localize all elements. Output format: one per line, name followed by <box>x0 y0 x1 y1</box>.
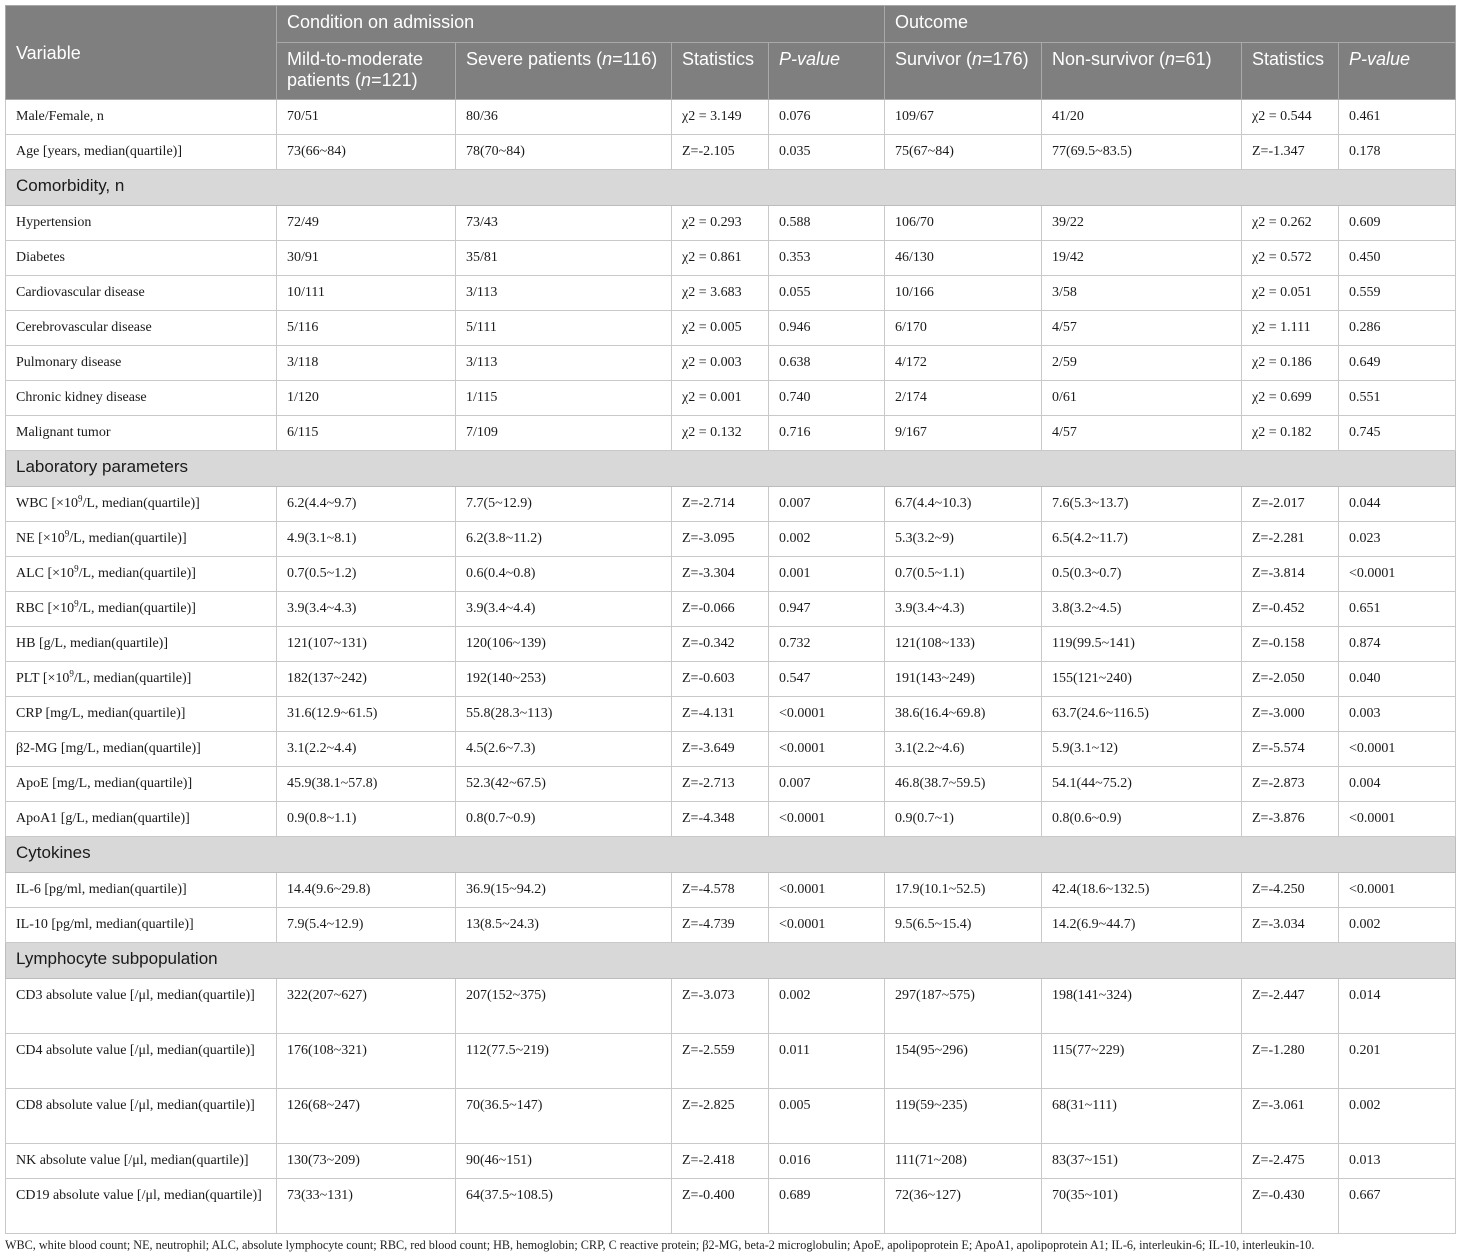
mild-moderate-cell: 14.4(9.6~29.8) <box>277 873 456 908</box>
table-row <box>6 557 1456 592</box>
mild-moderate-cell: 7.9(5.4~12.9) <box>277 908 456 943</box>
survivor-cell: 191(143~249) <box>885 662 1042 697</box>
table-row <box>6 1179 1456 1234</box>
non-survivor-cell: 5.9(3.1~12) <box>1042 732 1242 767</box>
statistics-outcome-cell: χ2 = 0.544 <box>1242 100 1339 135</box>
mild-moderate-cell: 10/111 <box>277 276 456 311</box>
statistics-outcome-cell: Z=-2.873 <box>1242 767 1339 802</box>
statistics-cell: Z=-2.559 <box>672 1034 769 1089</box>
variable-cell: IL-10 [pg/ml, median(quartile)] <box>6 908 277 943</box>
pvalue-outcome-cell: 0.286 <box>1339 311 1456 346</box>
statistics-cell: Z=-2.825 <box>672 1089 769 1144</box>
pvalue-outcome-cell: 0.551 <box>1339 381 1456 416</box>
variable-cell: ApoE [mg/L, median(quartile)] <box>6 767 277 802</box>
pvalue-outcome-cell: 0.651 <box>1339 592 1456 627</box>
pvalue-cell: 0.002 <box>769 522 885 557</box>
pvalue-cell: 0.353 <box>769 241 885 276</box>
table-row <box>6 908 1456 943</box>
pvalue-outcome-cell: 0.002 <box>1339 1089 1456 1144</box>
non-survivor-cell: 119(99.5~141) <box>1042 627 1242 662</box>
survivor-cell: 75(67~84) <box>885 135 1042 170</box>
non-survivor-cell: 2/59 <box>1042 346 1242 381</box>
mild-moderate-cell: 0.7(0.5~1.2) <box>277 557 456 592</box>
variable-cell: NE [$\times 10^9/L$, median(quartile)] <box>6 522 277 557</box>
pvalue-outcome-cell: 0.461 <box>1339 100 1456 135</box>
mild-moderate-cell: 30/91 <box>277 241 456 276</box>
statistics-cell: χ2 = 3.149 <box>672 100 769 135</box>
table-row <box>6 662 1456 697</box>
pvalue-cell: <0.0001 <box>769 697 885 732</box>
severe-cell: 207(152~375) <box>456 979 672 1034</box>
pvalue-cell: <0.0001 <box>769 908 885 943</box>
table-row <box>6 802 1456 837</box>
pvalue-outcome-cell: 0.003 <box>1339 697 1456 732</box>
statistics-outcome-cell: Z=-2.281 <box>1242 522 1339 557</box>
pvalue-cell: 0.946 <box>769 311 885 346</box>
survivor-cell: 2/174 <box>885 381 1042 416</box>
pvalue-outcome-cell: 0.044 <box>1339 487 1456 522</box>
severe-cell: 7/109 <box>456 416 672 451</box>
variable-cell: CD19 absolute value [/μl, median(quartile)] <box>6 1179 277 1234</box>
statistics-cell: χ2 = 0.003 <box>672 346 769 381</box>
pvalue-cell: 0.732 <box>769 627 885 662</box>
severe-cell: 35/81 <box>456 241 672 276</box>
mild-moderate-cell: 45.9(38.1~57.8) <box>277 767 456 802</box>
severe-cell: 64(37.5~108.5) <box>456 1179 672 1234</box>
severe-cell: 0.8(0.7~0.9) <box>456 802 672 837</box>
statistics-outcome-cell: Z=-5.574 <box>1242 732 1339 767</box>
pvalue-cell: 0.007 <box>769 767 885 802</box>
statistics-outcome-cell: Z=-1.347 <box>1242 135 1339 170</box>
statistics-outcome-cell: χ2 = 1.111 <box>1242 311 1339 346</box>
severe-cell: 192(140~253) <box>456 662 672 697</box>
variable-cell: CD4 absolute value [/μl, median(quartile)] <box>6 1034 277 1089</box>
table-row <box>6 873 1456 908</box>
section-title: Comorbidity, n <box>6 170 1456 206</box>
pvalue-cell: 0.740 <box>769 381 885 416</box>
table-row <box>6 732 1456 767</box>
statistics-cell: Z=-4.348 <box>672 802 769 837</box>
table-row <box>6 979 1456 1034</box>
survivor-cell: 119(59~235) <box>885 1089 1042 1144</box>
statistics-outcome-cell: χ2 = 0.182 <box>1242 416 1339 451</box>
pvalue-cell: <0.0001 <box>769 802 885 837</box>
statistics-outcome-cell: Z=-0.430 <box>1242 1179 1339 1234</box>
statistics-cell: Z=-0.603 <box>672 662 769 697</box>
statistics-outcome-cell: Z=-3.876 <box>1242 802 1339 837</box>
survivor-cell: 111(71~208) <box>885 1144 1042 1179</box>
pvalue-cell: 0.001 <box>769 557 885 592</box>
mild-moderate-cell: 322(207~627) <box>277 979 456 1034</box>
variable-cell: Cardiovascular disease <box>6 276 277 311</box>
table-row <box>6 1144 1456 1179</box>
variable-cell: Malignant tumor <box>6 416 277 451</box>
statistics-cell: Z=-3.649 <box>672 732 769 767</box>
non-survivor-cell: 3.8(3.2~4.5) <box>1042 592 1242 627</box>
pvalue-outcome-cell: 0.178 <box>1339 135 1456 170</box>
table-row <box>6 311 1456 346</box>
non-survivor-cell: 42.4(18.6~132.5) <box>1042 873 1242 908</box>
pvalue-cell: 0.011 <box>769 1034 885 1089</box>
statistics-cell: Z=-2.418 <box>672 1144 769 1179</box>
survivor-cell: 297(187~575) <box>885 979 1042 1034</box>
section-row <box>6 170 1456 206</box>
table-row <box>6 346 1456 381</box>
table-row <box>6 767 1456 802</box>
statistics-cell: χ2 = 0.005 <box>672 311 769 346</box>
statistics-outcome-cell: χ2 = 0.699 <box>1242 381 1339 416</box>
severe-cell: 112(77.5~219) <box>456 1034 672 1089</box>
pvalue-outcome-cell: 0.040 <box>1339 662 1456 697</box>
statistics-outcome-cell: Z=-3.061 <box>1242 1089 1339 1144</box>
mild-moderate-cell: 126(68~247) <box>277 1089 456 1144</box>
non-survivor-cell: 3/58 <box>1042 276 1242 311</box>
statistics-outcome-cell: Z=-0.158 <box>1242 627 1339 662</box>
table-row <box>6 135 1456 170</box>
severe-cell: 3/113 <box>456 276 672 311</box>
survivor-cell: 17.9(10.1~52.5) <box>885 873 1042 908</box>
severe-cell: 13(8.5~24.3) <box>456 908 672 943</box>
non-survivor-cell: 19/42 <box>1042 241 1242 276</box>
mild-moderate-cell: 3/118 <box>277 346 456 381</box>
non-survivor-cell: 70(35~101) <box>1042 1179 1242 1234</box>
survivor-cell: 4/172 <box>885 346 1042 381</box>
pvalue-outcome-cell: 0.667 <box>1339 1179 1456 1234</box>
header-severe: Severe patients (n=116) <box>456 43 672 100</box>
statistics-outcome-cell: χ2 = 0.186 <box>1242 346 1339 381</box>
survivor-cell: 46.8(38.7~59.5) <box>885 767 1042 802</box>
section-title: Lymphocyte subpopulation <box>6 943 1456 979</box>
severe-cell: 73/43 <box>456 206 672 241</box>
pvalue-cell: 0.016 <box>769 1144 885 1179</box>
variable-cell: ApoA1 [g/L, median(quartile)] <box>6 802 277 837</box>
statistics-cell: Z=-2.714 <box>672 487 769 522</box>
statistics-outcome-cell: χ2 = 0.051 <box>1242 276 1339 311</box>
variable-cell: RBC [$\times 10^9/L$, median(quartile)] <box>6 592 277 627</box>
mild-moderate-cell: 130(73~209) <box>277 1144 456 1179</box>
non-survivor-cell: 155(121~240) <box>1042 662 1242 697</box>
variable-cell: CD3 absolute value [/μl, median(quartile)] <box>6 979 277 1034</box>
severe-cell: 0.6(0.4~0.8) <box>456 557 672 592</box>
statistics-outcome-cell: Z=-2.447 <box>1242 979 1339 1034</box>
header-pvalue-outcome: P-value <box>1339 43 1456 100</box>
statistics-outcome-cell: χ2 = 0.262 <box>1242 206 1339 241</box>
pvalue-outcome-cell: <0.0001 <box>1339 873 1456 908</box>
severe-cell: 6.2(3.8~11.2) <box>456 522 672 557</box>
table-row <box>6 241 1456 276</box>
pvalue-outcome-cell: <0.0001 <box>1339 557 1456 592</box>
pvalue-outcome-cell: 0.023 <box>1339 522 1456 557</box>
pvalue-cell: 0.076 <box>769 100 885 135</box>
statistics-outcome-cell: Z=-1.280 <box>1242 1034 1339 1089</box>
variable-cell: Hypertension <box>6 206 277 241</box>
survivor-cell: 9/167 <box>885 416 1042 451</box>
header-non-survivor: Non-survivor (n=61) <box>1042 43 1242 100</box>
header-group-outcome: Outcome <box>885 6 1456 43</box>
survivor-cell: 10/166 <box>885 276 1042 311</box>
mild-moderate-cell: 70/51 <box>277 100 456 135</box>
variable-cell: IL-6 [pg/ml, median(quartile)] <box>6 873 277 908</box>
table-row <box>6 627 1456 662</box>
table-row <box>6 416 1456 451</box>
section-title: Cytokines <box>6 837 1456 873</box>
table-row <box>6 1089 1456 1144</box>
mild-moderate-cell: 6/115 <box>277 416 456 451</box>
severe-cell: 78(70~84) <box>456 135 672 170</box>
statistics-cell: Z=-3.095 <box>672 522 769 557</box>
non-survivor-cell: 77(69.5~83.5) <box>1042 135 1242 170</box>
variable-cell: Pulmonary disease <box>6 346 277 381</box>
table-row <box>6 206 1456 241</box>
non-survivor-cell: 6.5(4.2~11.7) <box>1042 522 1242 557</box>
statistics-cell: Z=-3.304 <box>672 557 769 592</box>
pvalue-outcome-cell: 0.745 <box>1339 416 1456 451</box>
survivor-cell: 3.1(2.2~4.6) <box>885 732 1042 767</box>
variable-cell: Diabetes <box>6 241 277 276</box>
pvalue-outcome-cell: 0.201 <box>1339 1034 1456 1089</box>
table-header <box>6 6 1456 100</box>
survivor-cell: 6.7(4.4~10.3) <box>885 487 1042 522</box>
non-survivor-cell: 54.1(44~75.2) <box>1042 767 1242 802</box>
statistics-cell: Z=-0.342 <box>672 627 769 662</box>
table-row <box>6 381 1456 416</box>
pvalue-outcome-cell: 0.013 <box>1339 1144 1456 1179</box>
survivor-cell: 72(36~127) <box>885 1179 1042 1234</box>
severe-cell: 70(36.5~147) <box>456 1089 672 1144</box>
survivor-cell: 46/130 <box>885 241 1042 276</box>
mild-moderate-cell: 4.9(3.1~8.1) <box>277 522 456 557</box>
table-row <box>6 1034 1456 1089</box>
statistics-cell: Z=-2.713 <box>672 767 769 802</box>
non-survivor-cell: 68(31~111) <box>1042 1089 1242 1144</box>
pvalue-outcome-cell: 0.004 <box>1339 767 1456 802</box>
statistics-cell: Z=-0.066 <box>672 592 769 627</box>
header-survivor: Survivor (n=176) <box>885 43 1042 100</box>
non-survivor-cell: 7.6(5.3~13.7) <box>1042 487 1242 522</box>
non-survivor-cell: 39/22 <box>1042 206 1242 241</box>
table-row <box>6 592 1456 627</box>
characteristics-table <box>5 5 1456 1234</box>
severe-cell: 55.8(28.3~113) <box>456 697 672 732</box>
mild-moderate-cell: 176(108~321) <box>277 1034 456 1089</box>
severe-cell: 5/111 <box>456 311 672 346</box>
statistics-cell: Z=-4.131 <box>672 697 769 732</box>
severe-cell: 4.5(2.6~7.3) <box>456 732 672 767</box>
statistics-outcome-cell: χ2 = 0.572 <box>1242 241 1339 276</box>
table-row <box>6 100 1456 135</box>
severe-cell: 1/115 <box>456 381 672 416</box>
variable-cell: CD8 absolute value [/μl, median(quartile)] <box>6 1089 277 1144</box>
variable-cell: Age [years, median(quartile)] <box>6 135 277 170</box>
survivor-cell: 9.5(6.5~15.4) <box>885 908 1042 943</box>
mild-moderate-cell: 1/120 <box>277 381 456 416</box>
table-row <box>6 697 1456 732</box>
severe-cell: 80/36 <box>456 100 672 135</box>
pvalue-cell: 0.055 <box>769 276 885 311</box>
mild-moderate-cell: 3.9(3.4~4.3) <box>277 592 456 627</box>
mild-moderate-cell: 73(66~84) <box>277 135 456 170</box>
pvalue-cell: 0.716 <box>769 416 885 451</box>
mild-moderate-cell: 72/49 <box>277 206 456 241</box>
variable-cell: WBC [$\times 10^9/L$, median(quartile)] <box>6 487 277 522</box>
pvalue-outcome-cell: <0.0001 <box>1339 732 1456 767</box>
statistics-outcome-cell: Z=-3.000 <box>1242 697 1339 732</box>
survivor-cell: 38.6(16.4~69.8) <box>885 697 1042 732</box>
variable-cell: β2-MG [mg/L, median(quartile)] <box>6 732 277 767</box>
statistics-cell: χ2 = 3.683 <box>672 276 769 311</box>
table-row <box>6 522 1456 557</box>
severe-cell: 36.9(15~94.2) <box>456 873 672 908</box>
table-row <box>6 276 1456 311</box>
statistics-outcome-cell: Z=-2.017 <box>1242 487 1339 522</box>
header-group-admission: Condition on admission <box>277 6 885 43</box>
section-title: Laboratory parameters <box>6 451 1456 487</box>
survivor-cell: 0.7(0.5~1.1) <box>885 557 1042 592</box>
statistics-outcome-cell: Z=-3.034 <box>1242 908 1339 943</box>
statistics-cell: Z=-4.578 <box>672 873 769 908</box>
table-body <box>6 100 1456 1234</box>
pvalue-cell: 0.638 <box>769 346 885 381</box>
pvalue-cell: 0.947 <box>769 592 885 627</box>
mild-moderate-cell: 6.2(4.4~9.7) <box>277 487 456 522</box>
variable-cell: Cerebrovascular disease <box>6 311 277 346</box>
pvalue-cell: 0.002 <box>769 979 885 1034</box>
mild-moderate-cell: 182(137~242) <box>277 662 456 697</box>
pvalue-cell: 0.035 <box>769 135 885 170</box>
section-row <box>6 451 1456 487</box>
statistics-cell: χ2 = 0.861 <box>672 241 769 276</box>
severe-cell: 52.3(42~67.5) <box>456 767 672 802</box>
statistics-cell: Z=-0.400 <box>672 1179 769 1234</box>
table-footnote: WBC, white blood count; NE, neutrophil; ALC, absolute lymphocyte count; RBC, red blood count; HB, hemoglobin; CRP, C reactive protein; β2-MG, beta-2 microglobulin; ApoE, apolipoprotein E; ApoA1, apolipoprotein A1; IL-6, interleukin-6; IL-10, interleukin-10. <box>5 1238 1315 1252</box>
survivor-cell: 106/70 <box>885 206 1042 241</box>
survivor-cell: 0.9(0.7~1) <box>885 802 1042 837</box>
pvalue-outcome-cell: 0.609 <box>1339 206 1456 241</box>
mild-moderate-cell: 5/116 <box>277 311 456 346</box>
statistics-cell: Z=-3.073 <box>672 979 769 1034</box>
mild-moderate-cell: 0.9(0.8~1.1) <box>277 802 456 837</box>
severe-cell: 7.7(5~12.9) <box>456 487 672 522</box>
pvalue-cell: <0.0001 <box>769 732 885 767</box>
pvalue-outcome-cell: 0.450 <box>1339 241 1456 276</box>
pvalue-outcome-cell: <0.0001 <box>1339 802 1456 837</box>
statistics-cell: Z=-2.105 <box>672 135 769 170</box>
section-row <box>6 837 1456 873</box>
statistics-cell: χ2 = 0.132 <box>672 416 769 451</box>
mild-moderate-cell: 3.1(2.2~4.4) <box>277 732 456 767</box>
non-survivor-cell: 0.8(0.6~0.9) <box>1042 802 1242 837</box>
severe-cell: 120(106~139) <box>456 627 672 662</box>
variable-cell: Male/Female, n <box>6 100 277 135</box>
variable-cell: NK absolute value [/μl, median(quartile)] <box>6 1144 277 1179</box>
pvalue-cell: 0.007 <box>769 487 885 522</box>
pvalue-cell: 0.689 <box>769 1179 885 1234</box>
statistics-outcome-cell: Z=-0.452 <box>1242 592 1339 627</box>
survivor-cell: 3.9(3.4~4.3) <box>885 592 1042 627</box>
severe-cell: 3/113 <box>456 346 672 381</box>
mild-moderate-cell: 121(107~131) <box>277 627 456 662</box>
statistics-cell: χ2 = 0.001 <box>672 381 769 416</box>
non-survivor-cell: 63.7(24.6~116.5) <box>1042 697 1242 732</box>
pvalue-outcome-cell: 0.014 <box>1339 979 1456 1034</box>
non-survivor-cell: 83(37~151) <box>1042 1144 1242 1179</box>
non-survivor-cell: 41/20 <box>1042 100 1242 135</box>
survivor-cell: 121(108~133) <box>885 627 1042 662</box>
statistics-cell: Z=-4.739 <box>672 908 769 943</box>
pvalue-cell: 0.588 <box>769 206 885 241</box>
mild-moderate-cell: 31.6(12.9~61.5) <box>277 697 456 732</box>
pvalue-outcome-cell: 0.649 <box>1339 346 1456 381</box>
data-table-container <box>5 5 1455 1234</box>
pvalue-cell: 0.005 <box>769 1089 885 1144</box>
pvalue-outcome-cell: 0.002 <box>1339 908 1456 943</box>
variable-cell: Chronic kidney disease <box>6 381 277 416</box>
severe-cell: 90(46~151) <box>456 1144 672 1179</box>
statistics-outcome-cell: Z=-3.814 <box>1242 557 1339 592</box>
header-variable: Variable <box>6 6 277 100</box>
statistics-outcome-cell: Z=-2.475 <box>1242 1144 1339 1179</box>
variable-cell: PLT [$\times 10^9/L$, median(quartile)] <box>6 662 277 697</box>
table-row <box>6 487 1456 522</box>
survivor-cell: 6/170 <box>885 311 1042 346</box>
statistics-outcome-cell: Z=-2.050 <box>1242 662 1339 697</box>
header-statistics: Statistics <box>672 43 769 100</box>
header-statistics-outcome: Statistics <box>1242 43 1339 100</box>
severe-cell: 3.9(3.4~4.4) <box>456 592 672 627</box>
survivor-cell: 5.3(3.2~9) <box>885 522 1042 557</box>
header-pvalue: P-value <box>769 43 885 100</box>
pvalue-cell: <0.0001 <box>769 873 885 908</box>
pvalue-outcome-cell: 0.559 <box>1339 276 1456 311</box>
variable-cell: HB [g/L, median(quartile)] <box>6 627 277 662</box>
pvalue-outcome-cell: 0.874 <box>1339 627 1456 662</box>
variable-cell: CRP [mg/L, median(quartile)] <box>6 697 277 732</box>
survivor-cell: 154(95~296) <box>885 1034 1042 1089</box>
non-survivor-cell: 0.5(0.3~0.7) <box>1042 557 1242 592</box>
pvalue-cell: 0.547 <box>769 662 885 697</box>
section-row <box>6 943 1456 979</box>
survivor-cell: 109/67 <box>885 100 1042 135</box>
non-survivor-cell: 4/57 <box>1042 416 1242 451</box>
statistics-outcome-cell: Z=-4.250 <box>1242 873 1339 908</box>
non-survivor-cell: 0/61 <box>1042 381 1242 416</box>
non-survivor-cell: 14.2(6.9~44.7) <box>1042 908 1242 943</box>
non-survivor-cell: 115(77~229) <box>1042 1034 1242 1089</box>
mild-moderate-cell: 73(33~131) <box>277 1179 456 1234</box>
header-mild-moderate: Mild-to-moderate patients (n=121) <box>277 43 456 100</box>
non-survivor-cell: 4/57 <box>1042 311 1242 346</box>
variable-cell: ALC [$\times 10^9/L$, median(quartile)] <box>6 557 277 592</box>
statistics-cell: χ2 = 0.293 <box>672 206 769 241</box>
non-survivor-cell: 198(141~324) <box>1042 979 1242 1034</box>
